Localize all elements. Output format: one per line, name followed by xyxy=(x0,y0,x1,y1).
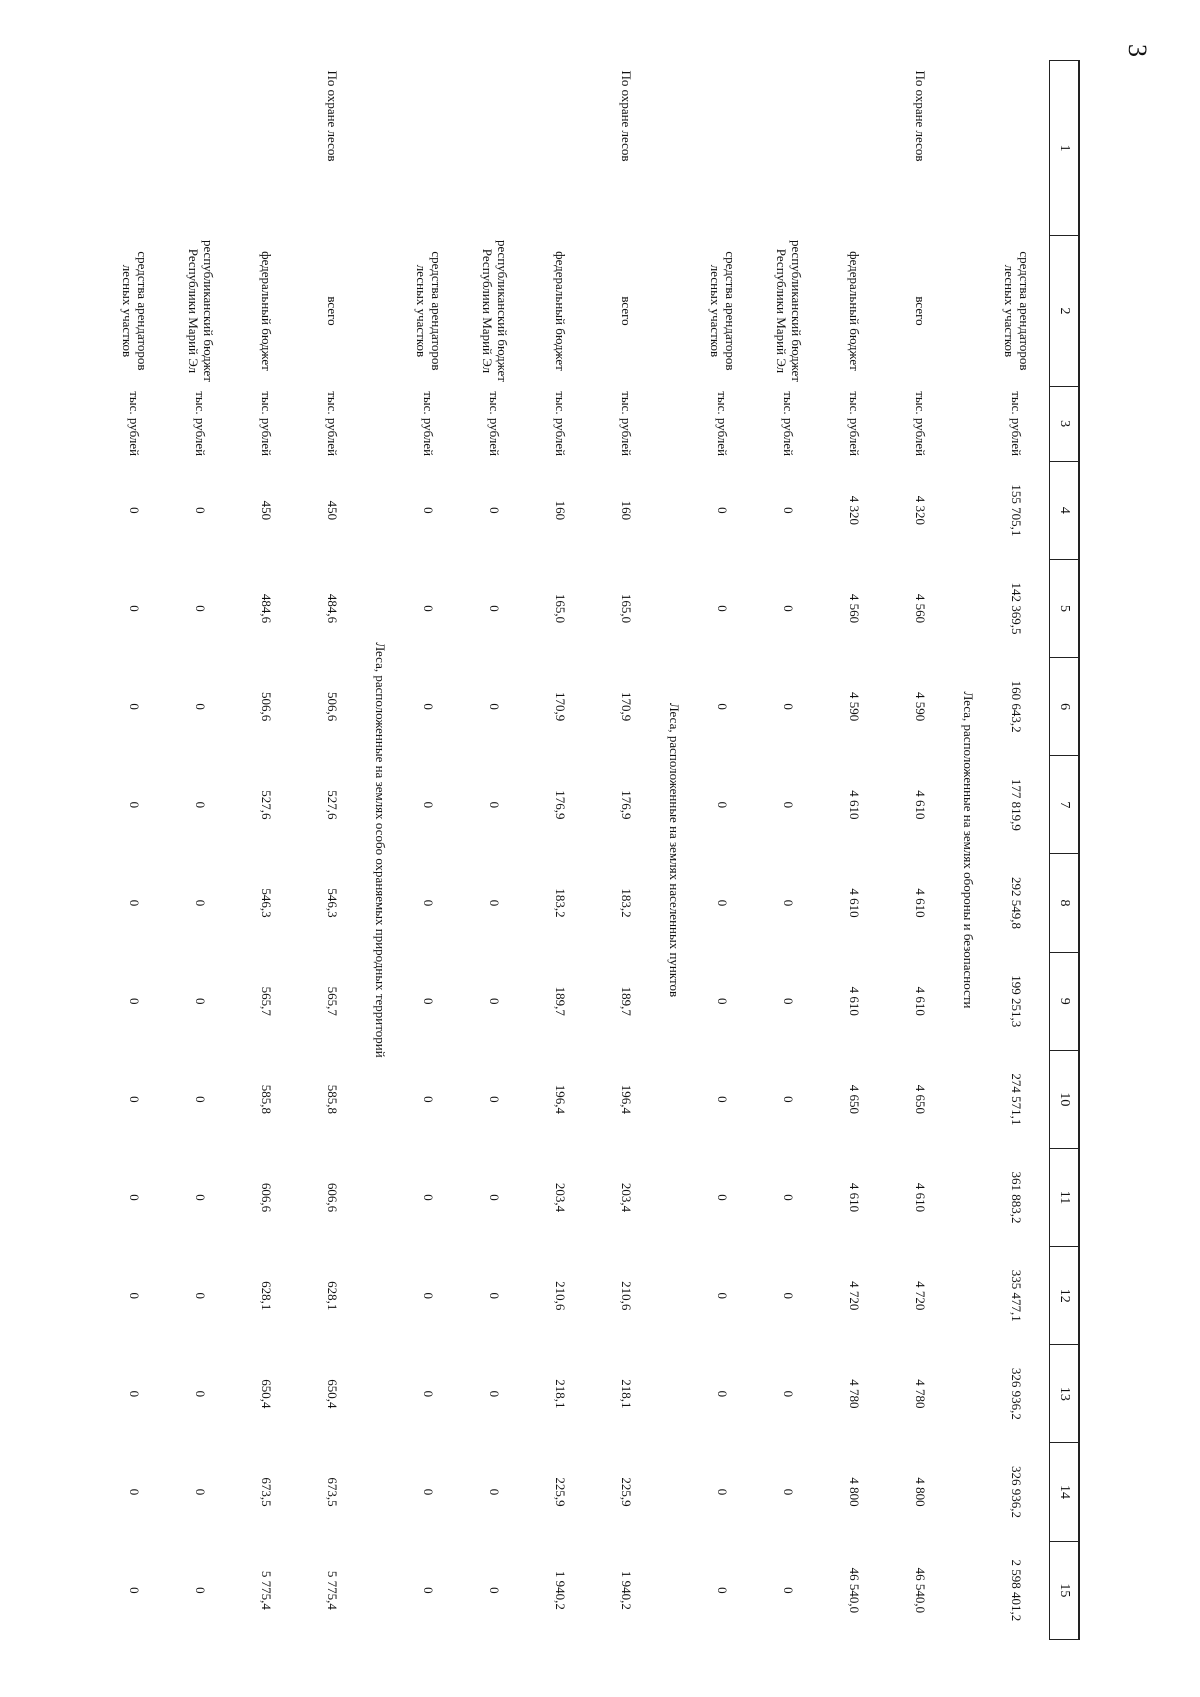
value-cell: 0 xyxy=(781,997,797,1005)
value-cell: 0 xyxy=(715,1488,731,1496)
unit-cell: тыс. рублей xyxy=(619,391,635,457)
value-cell: 183,2 xyxy=(619,888,635,918)
unit-cell: тыс. рублей xyxy=(847,391,863,457)
value-cell: 274 571,1 xyxy=(1009,1073,1025,1126)
value-cell: 0 xyxy=(715,899,731,907)
value-cell: 0 xyxy=(715,605,731,612)
value-cell: 142 369,5 xyxy=(1009,582,1025,635)
value-cell: 0 xyxy=(193,1292,209,1299)
value-cell: 4 610 xyxy=(847,790,863,820)
activity-cell xyxy=(821,61,887,236)
value-cell: 292 549,8 xyxy=(1009,877,1025,930)
value-cell: 160 xyxy=(619,500,635,521)
value-cell: 0 xyxy=(127,1390,143,1398)
value-cell: 0 xyxy=(193,801,209,809)
value-cell: 218,1 xyxy=(619,1379,635,1409)
column-number: 10 xyxy=(1050,1050,1080,1148)
value-cell: 0 xyxy=(127,899,143,907)
value-cell: 0 xyxy=(193,1096,209,1103)
total-cell: 1 940,2 xyxy=(619,1570,635,1610)
value-cell: 0 xyxy=(193,997,209,1005)
value-cell: 0 xyxy=(781,605,797,612)
value-cell: 170,9 xyxy=(619,692,635,722)
column-number: 3 xyxy=(1050,386,1080,461)
activity-cell xyxy=(755,61,821,236)
value-cell: 0 xyxy=(715,1194,731,1201)
value-cell: 0 xyxy=(421,1292,437,1299)
value-cell: 506,6 xyxy=(259,692,275,722)
value-cell: 628,1 xyxy=(325,1281,341,1311)
unit-cell: тыс. рублей xyxy=(127,391,143,457)
total-cell: 0 xyxy=(487,1587,503,1594)
table-row xyxy=(527,61,593,1640)
value-cell: 0 xyxy=(781,1096,797,1103)
value-cell: 4 800 xyxy=(847,1477,863,1507)
value-cell: 196,4 xyxy=(553,1084,569,1114)
value-cell: 0 xyxy=(421,1488,437,1496)
funding-source-cell: средства арендаторов лесных участков xyxy=(120,251,150,371)
total-cell: 5 775,4 xyxy=(259,1570,275,1610)
total-cell: 2 598 401,2 xyxy=(1009,1559,1025,1622)
value-cell: 165,0 xyxy=(619,593,635,624)
value-cell: 0 xyxy=(127,605,143,612)
table-row xyxy=(299,61,365,1640)
value-cell: 4 610 xyxy=(847,1182,863,1213)
value-cell: 450 xyxy=(325,500,341,521)
total-cell: 1 940,2 xyxy=(553,1570,569,1610)
column-number: 11 xyxy=(1050,1148,1080,1246)
value-cell: 0 xyxy=(127,1096,143,1103)
table-row xyxy=(983,61,1050,1640)
column-number: 5 xyxy=(1050,559,1080,657)
value-cell: 4 320 xyxy=(913,495,929,525)
column-number: 1 xyxy=(1050,61,1080,236)
funding-source-cell: республиканский бюджет Республики Марий Эл xyxy=(186,239,216,382)
value-cell: 585,8 xyxy=(259,1084,275,1114)
value-cell: 527,6 xyxy=(259,790,275,820)
value-cell: 0 xyxy=(781,1292,797,1299)
value-cell: 0 xyxy=(715,507,731,514)
total-cell: 46 540,0 xyxy=(913,1567,929,1614)
value-cell: 176,9 xyxy=(619,790,635,820)
value-cell: 0 xyxy=(487,1292,503,1299)
total-cell: 0 xyxy=(421,1587,437,1594)
value-cell: 4 610 xyxy=(913,790,929,820)
value-cell: 650,4 xyxy=(325,1379,341,1409)
value-cell: 585,8 xyxy=(325,1084,341,1114)
value-cell: 0 xyxy=(421,1194,437,1201)
value-cell: 225,9 xyxy=(619,1477,635,1507)
table-row xyxy=(887,61,953,1640)
value-cell: 203,4 xyxy=(553,1182,569,1213)
value-cell: 628,1 xyxy=(259,1281,275,1311)
value-cell: 606,6 xyxy=(325,1182,341,1213)
section-heading: Леса, расположенные на землях населенных пунктов xyxy=(667,702,683,998)
value-cell: 0 xyxy=(781,1390,797,1398)
value-cell: 0 xyxy=(193,507,209,514)
value-cell: 565,7 xyxy=(325,986,341,1016)
value-cell: 4 650 xyxy=(913,1084,929,1114)
section-heading: Леса, расположенные на землях обороны и безопасности xyxy=(961,691,977,1009)
funding-source-cell: средства арендаторов лесных участков xyxy=(1002,251,1032,371)
value-cell: 606,6 xyxy=(259,1182,275,1213)
activity-cell xyxy=(983,61,1050,236)
value-cell: 4 780 xyxy=(913,1379,929,1409)
activity-cell xyxy=(167,61,233,236)
activity-cell xyxy=(689,61,755,236)
value-cell: 189,7 xyxy=(619,986,635,1016)
value-cell: 0 xyxy=(715,997,731,1005)
value-cell: 0 xyxy=(127,801,143,809)
value-cell: 650,4 xyxy=(259,1379,275,1409)
funding-source-cell: республиканский бюджет Республики Марий Эл xyxy=(480,239,510,382)
column-number: 2 xyxy=(1050,236,1080,386)
value-cell: 0 xyxy=(715,1096,731,1103)
value-cell: 4 650 xyxy=(847,1084,863,1114)
section-heading-row xyxy=(659,61,689,1640)
value-cell: 176,9 xyxy=(553,790,569,820)
value-cell: 4 720 xyxy=(913,1281,929,1311)
value-cell: 527,6 xyxy=(325,790,341,820)
value-cell: 0 xyxy=(421,1096,437,1103)
value-cell: 4 610 xyxy=(847,888,863,918)
table-row xyxy=(101,61,167,1640)
funding-source-cell: федеральный бюджет xyxy=(259,251,275,371)
funding-source-cell: федеральный бюджет xyxy=(847,251,863,371)
activity-cell xyxy=(461,61,527,236)
unit-cell: тыс. рублей xyxy=(325,391,341,457)
value-cell: 0 xyxy=(487,997,503,1005)
unit-cell: тыс. рублей xyxy=(715,391,731,457)
value-cell: 4 780 xyxy=(847,1379,863,1409)
funding-source-cell: всего xyxy=(619,296,635,326)
value-cell: 189,7 xyxy=(553,986,569,1016)
funding-source-cell: средства арендаторов лесных участков xyxy=(414,251,444,371)
value-cell: 177 819,9 xyxy=(1009,778,1025,831)
table-row xyxy=(461,61,527,1640)
unit-cell: тыс. рублей xyxy=(913,391,929,457)
total-cell: 5 775,4 xyxy=(325,1570,341,1610)
unit-cell: тыс. рублей xyxy=(487,391,503,457)
table-row xyxy=(755,61,821,1640)
value-cell: 155 705,1 xyxy=(1009,484,1025,537)
column-number: 15 xyxy=(1050,1541,1080,1639)
unit-cell: тыс. рублей xyxy=(1009,391,1025,457)
funding-source-cell: республиканский бюджет Республики Марий Эл xyxy=(774,239,804,382)
table-body xyxy=(101,61,1079,1640)
column-number-row xyxy=(1050,61,1080,1640)
value-cell: 0 xyxy=(127,1292,143,1299)
value-cell: 565,7 xyxy=(259,986,275,1016)
value-cell: 0 xyxy=(781,1488,797,1496)
value-cell: 0 xyxy=(781,801,797,809)
value-cell: 0 xyxy=(421,1390,437,1398)
value-cell: 0 xyxy=(127,997,143,1005)
value-cell: 0 xyxy=(487,801,503,809)
value-cell: 0 xyxy=(421,605,437,612)
total-cell: 46 540,0 xyxy=(847,1567,863,1614)
value-cell: 225,9 xyxy=(553,1477,569,1507)
value-cell: 0 xyxy=(487,1488,503,1496)
column-number: 12 xyxy=(1050,1247,1080,1345)
value-cell: 4 560 xyxy=(847,593,863,624)
column-number: 13 xyxy=(1050,1345,1080,1443)
value-cell: 484,6 xyxy=(325,593,341,624)
value-cell: 218,1 xyxy=(553,1379,569,1409)
value-cell: 160 643,2 xyxy=(1009,680,1025,733)
value-cell: 484,6 xyxy=(259,593,275,624)
unit-cell: тыс. рублей xyxy=(259,391,275,457)
value-cell: 450 xyxy=(259,500,275,521)
value-cell: 335 477,1 xyxy=(1009,1269,1025,1322)
column-number: 8 xyxy=(1050,854,1080,952)
section-heading: Леса, расположенные на землях особо охраняемых природных территорий xyxy=(373,642,389,1058)
value-cell: 4 320 xyxy=(847,495,863,525)
value-cell: 0 xyxy=(781,703,797,710)
value-cell: 0 xyxy=(781,507,797,514)
funding-source-cell: всего xyxy=(913,296,929,326)
page-number: 3 xyxy=(1123,44,1152,57)
value-cell: 160 xyxy=(553,500,569,521)
activity-cell: По охране лесов xyxy=(619,70,635,162)
table-row xyxy=(593,61,659,1640)
funding-source-cell: федеральный бюджет xyxy=(553,251,569,371)
value-cell: 0 xyxy=(193,605,209,612)
funding-source-cell: всего xyxy=(325,296,341,326)
funding-source-cell: средства арендаторов лесных участков xyxy=(708,251,738,371)
value-cell: 0 xyxy=(781,899,797,907)
activity-cell xyxy=(233,61,299,236)
value-cell: 4 800 xyxy=(913,1477,929,1507)
value-cell: 4 610 xyxy=(847,986,863,1016)
unit-cell: тыс. рублей xyxy=(781,391,797,457)
total-cell: 0 xyxy=(715,1587,731,1594)
value-cell: 673,5 xyxy=(325,1477,341,1507)
total-cell: 0 xyxy=(193,1587,209,1594)
value-cell: 4 610 xyxy=(913,986,929,1016)
value-cell: 0 xyxy=(487,1194,503,1201)
value-cell: 0 xyxy=(421,899,437,907)
table-row xyxy=(167,61,233,1640)
unit-cell: тыс. рублей xyxy=(553,391,569,457)
value-cell: 0 xyxy=(193,703,209,710)
value-cell: 326 936,2 xyxy=(1009,1466,1025,1519)
value-cell: 0 xyxy=(715,1292,731,1299)
value-cell: 0 xyxy=(487,899,503,907)
value-cell: 0 xyxy=(715,801,731,809)
value-cell: 0 xyxy=(127,1194,143,1201)
table-row xyxy=(233,61,299,1640)
value-cell: 0 xyxy=(421,507,437,514)
value-cell: 4 590 xyxy=(847,692,863,722)
value-cell: 170,9 xyxy=(553,692,569,722)
activity-cell: По охране лесов xyxy=(913,70,929,162)
section-heading-row xyxy=(365,61,395,1640)
column-number: 4 xyxy=(1050,461,1080,559)
value-cell: 0 xyxy=(781,1194,797,1201)
value-cell: 673,5 xyxy=(259,1477,275,1507)
activity-cell: По охране лесов xyxy=(325,70,341,162)
value-cell: 326 936,2 xyxy=(1009,1367,1025,1420)
unit-cell: тыс. рублей xyxy=(421,391,437,457)
unit-cell: тыс. рублей xyxy=(193,391,209,457)
value-cell: 0 xyxy=(487,507,503,514)
value-cell: 0 xyxy=(193,1194,209,1201)
value-cell: 0 xyxy=(715,703,731,710)
value-cell: 0 xyxy=(127,507,143,514)
value-cell: 165,0 xyxy=(553,593,569,624)
value-cell: 0 xyxy=(127,1488,143,1496)
activity-cell xyxy=(395,61,461,236)
activity-cell xyxy=(527,61,593,236)
value-cell: 0 xyxy=(487,1096,503,1103)
value-cell: 196,4 xyxy=(619,1084,635,1114)
value-cell: 506,6 xyxy=(325,692,341,722)
value-cell: 210,6 xyxy=(619,1281,635,1311)
value-cell: 0 xyxy=(487,1390,503,1398)
value-cell: 546,3 xyxy=(259,888,275,918)
value-cell: 0 xyxy=(193,1390,209,1398)
value-cell: 0 xyxy=(421,703,437,710)
value-cell: 4 720 xyxy=(847,1281,863,1311)
column-number: 14 xyxy=(1050,1443,1080,1541)
column-number: 9 xyxy=(1050,952,1080,1050)
value-cell: 546,3 xyxy=(325,888,341,918)
value-cell: 0 xyxy=(421,997,437,1005)
value-cell: 0 xyxy=(487,703,503,710)
financing-table xyxy=(101,60,1080,1640)
value-cell: 199 251,3 xyxy=(1009,975,1025,1028)
value-cell: 4 610 xyxy=(913,888,929,918)
value-cell: 183,2 xyxy=(553,888,569,918)
total-cell: 0 xyxy=(781,1587,797,1594)
column-number: 6 xyxy=(1050,658,1080,756)
value-cell: 0 xyxy=(193,899,209,907)
table-row xyxy=(395,61,461,1640)
value-cell: 0 xyxy=(715,1390,731,1398)
value-cell: 4 560 xyxy=(913,593,929,624)
activity-cell xyxy=(101,61,167,236)
value-cell: 210,6 xyxy=(553,1281,569,1311)
value-cell: 0 xyxy=(193,1488,209,1496)
table-row xyxy=(821,61,887,1640)
value-cell: 0 xyxy=(421,801,437,809)
value-cell: 0 xyxy=(487,605,503,612)
column-number: 7 xyxy=(1050,756,1080,854)
value-cell: 203,4 xyxy=(619,1182,635,1213)
value-cell: 4 610 xyxy=(913,1182,929,1213)
total-cell: 0 xyxy=(127,1587,143,1594)
rotated-sheet xyxy=(100,60,1080,1660)
section-heading-row xyxy=(953,61,983,1640)
value-cell: 0 xyxy=(127,703,143,710)
table-row xyxy=(689,61,755,1640)
value-cell: 361 883,2 xyxy=(1009,1171,1025,1224)
value-cell: 4 590 xyxy=(913,692,929,722)
